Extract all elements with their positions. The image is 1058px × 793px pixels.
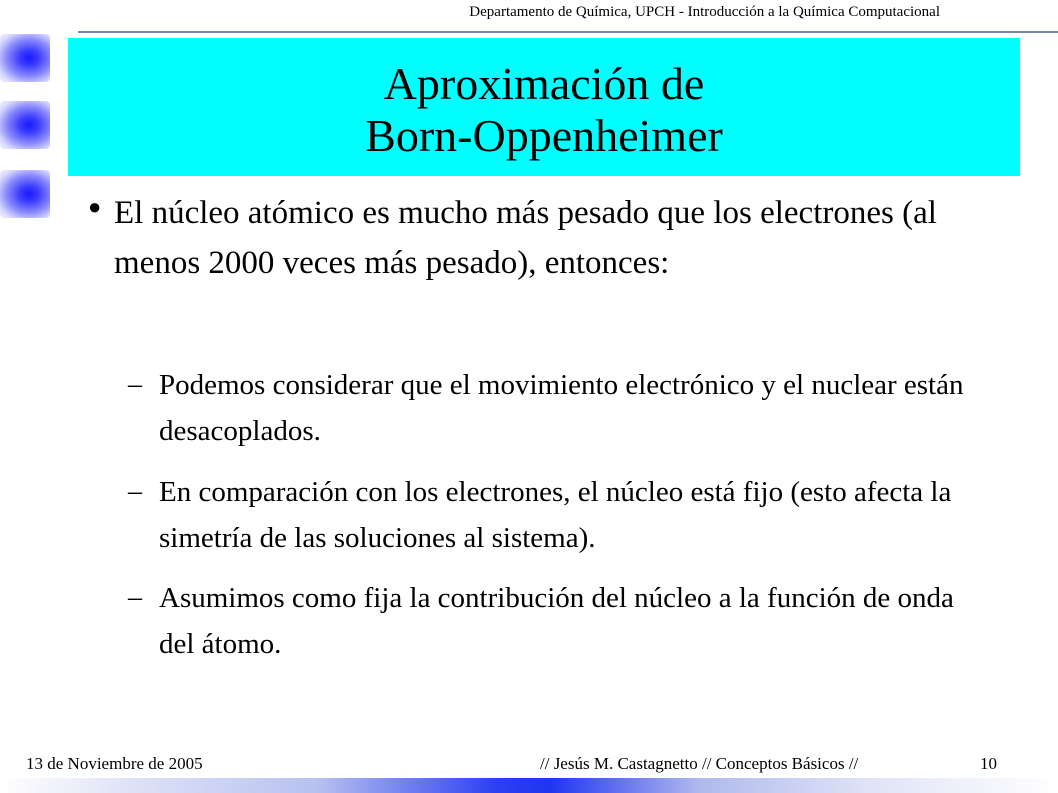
footer-author: // Jesús M. Castagnetto // Conceptos Básicos // [540,754,859,773]
footer-date: 13 de Noviembre de 2005 [26,754,203,773]
slide-title-line-1: Aproximación de [383,58,705,109]
slide-title [68,38,1020,176]
sub-bullet-text: Asumimos como fija la contribución del núcleo a la función de onda del átomo. [159,582,954,660]
footer-gradient-bar [0,778,1058,793]
header-department-text: Departamento de Química, UPCH - Introducción a la Química Computacional [469,4,940,20]
header-divider [78,31,1058,33]
decorative-square-3 [0,170,50,218]
sub-bullet-text: En comparación con los electrones, el núcleo está fijo (esto afecta la simetría de las soluciones al sistema). [159,476,952,554]
sub-bullet-text: Podemos considerar que el movimiento electrónico y el nuclear están desacoplados. [159,369,964,447]
decorative-square-2 [0,101,50,149]
dash-marker: – [128,369,142,400]
page-number: 10 [980,754,997,773]
slide-title-line-2: Born-Oppenheimer [365,110,723,161]
bullet-marker: ● [88,194,102,219]
dash-marker: – [128,582,142,613]
main-bullet-text: El núcleo atómico es mucho más pesado que los electrones (al menos 2000 veces más pesado), entonces: [114,195,937,281]
decorative-square-1 [0,34,50,82]
dash-marker: – [128,476,142,507]
